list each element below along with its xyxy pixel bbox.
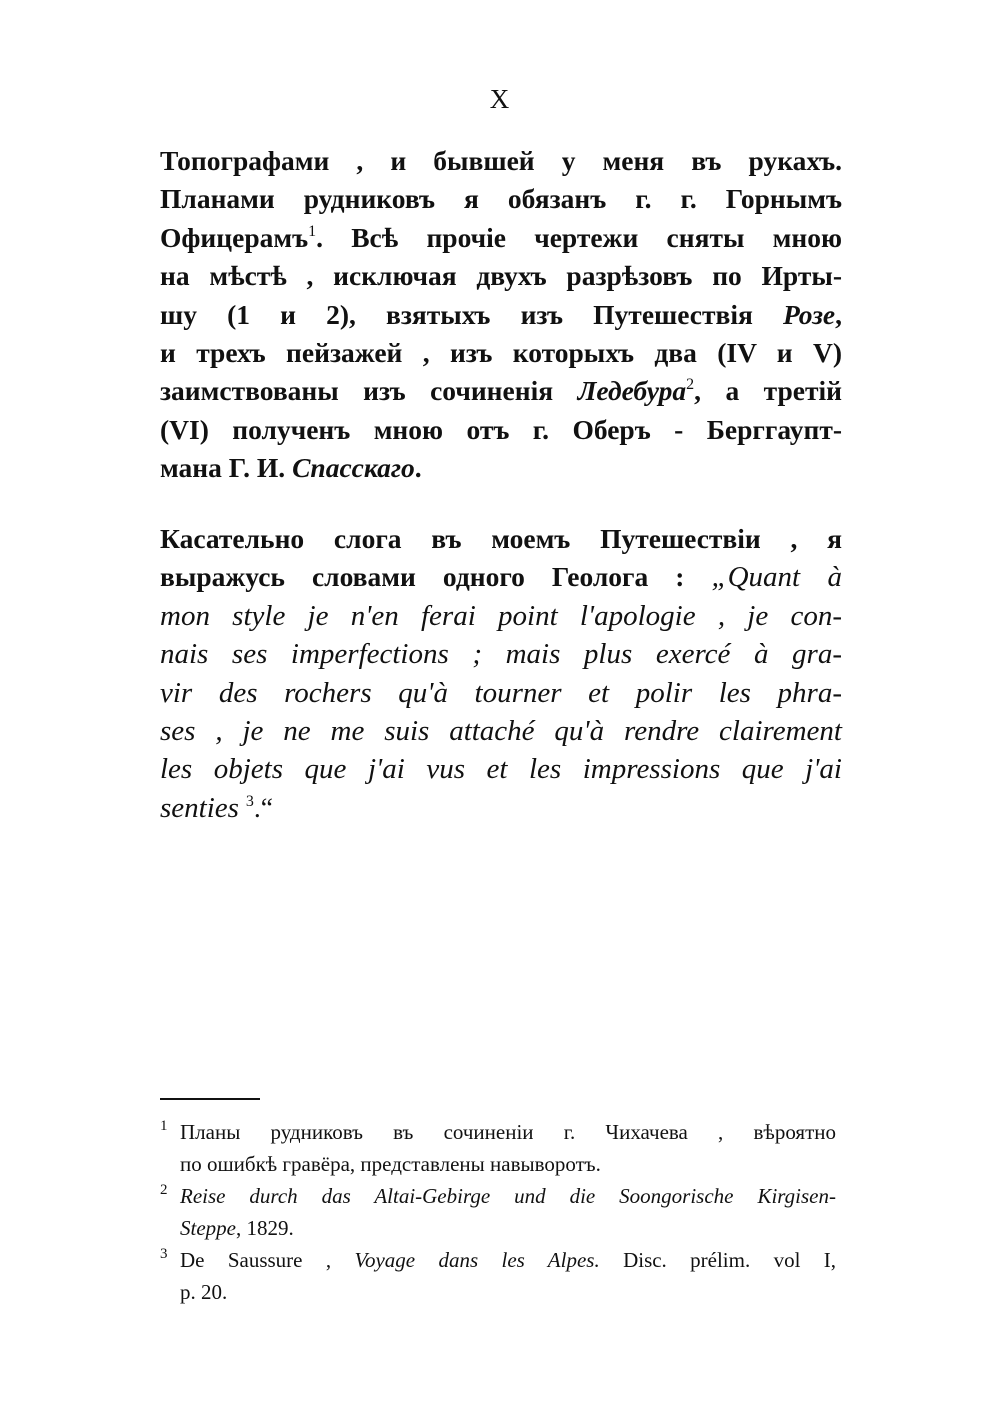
footnote-ref: 2 (686, 376, 695, 394)
text-span: Касательно слога въ моемъ Путешествіи , я (160, 523, 842, 554)
paragraph-2 (160, 520, 842, 827)
paragraph-line (160, 372, 842, 410)
footnote-ref: 1 (308, 222, 317, 240)
text-span: Steppe (180, 1216, 236, 1240)
text-span: и трехъ пейзажей , изъ которыхъ два (IV и V) (160, 337, 842, 369)
paragraph-1 (160, 142, 842, 488)
text-span: . (414, 452, 422, 484)
text-span: Disc. prélim. vol I, (623, 1248, 837, 1272)
paragraph-line (160, 219, 842, 257)
french-quote: mon style je n'en ferai point l'apologie , je con- (160, 599, 842, 632)
french-quote: „Quant à (711, 561, 842, 594)
paragraph-line (160, 180, 842, 218)
footnote-number: 3 (160, 1246, 168, 1262)
text-span: Планами рудниковъ я обязанъ г. г. Горнымъ (160, 183, 842, 215)
footnote-line: Планы рудниковъ въ сочиненіи г. Чихачева , вѣроятно (180, 1120, 836, 1144)
footnote-ref: 3 (245, 792, 254, 810)
footnote-line: p. 20. (180, 1280, 228, 1304)
text-span: (VI) полученъ мною отъ г. Оберъ - Берггаупт- (160, 413, 842, 445)
paragraph-line (160, 750, 842, 788)
footnote-divider (160, 1098, 260, 1100)
italic-name: Ледебура (577, 375, 687, 407)
text-span: .“ (253, 791, 273, 823)
footnote-3 (160, 1244, 836, 1308)
paragraph-line (160, 449, 842, 487)
italic-name: Розе (783, 298, 836, 330)
text-span: мана Г. И. (160, 452, 286, 484)
text-span: Топографами , и бывшей у меня въ рукахъ. (160, 145, 842, 176)
french-quote: ses , je ne me suis attaché qu'à rendre clairement (160, 715, 842, 748)
text-span: Voyage dans les Alpes. (354, 1248, 600, 1272)
text-span: , 1829. (235, 1216, 294, 1240)
paragraph-line (160, 712, 842, 750)
paragraph-line (160, 597, 842, 635)
footnotes (160, 1116, 836, 1308)
text-span: De Saussure , (180, 1248, 332, 1272)
footnote-number: 2 (160, 1182, 168, 1198)
paragraph-line (160, 142, 842, 180)
paragraph-line (160, 411, 842, 449)
text-span: выражусь словами одного Геолога : (160, 561, 685, 593)
french-quote: senties (160, 791, 239, 824)
paragraph-line (160, 257, 842, 295)
text-span: шу (1 и 2), взятыхъ изъ Путешествія (160, 298, 753, 330)
text-span: , а третій (694, 375, 842, 407)
footnote-number: 1 (160, 1118, 168, 1134)
text-span: , (835, 298, 843, 330)
french-quote: les objets que j'ai vus et les impressions que j'ai (160, 753, 842, 786)
text-span: заимствованы изъ сочиненія (160, 375, 554, 407)
paragraph-line (160, 334, 842, 372)
text-span: на мѣстѣ , исключая двухъ разрѣзовъ по Ирты- (160, 260, 842, 292)
paragraph-line (160, 296, 842, 334)
footnote-line: по ошибкѣ гравёра, представлены навыворотъ. (180, 1152, 601, 1176)
page-number: X (489, 84, 511, 114)
paragraph-line (160, 635, 842, 673)
french-quote: nais ses imperfections ; mais plus exercé à gra- (160, 638, 842, 671)
text-span: . Всѣ прочіе чертежи сняты мною (316, 221, 842, 253)
paragraph-line (160, 520, 842, 558)
paragraph-line (160, 558, 842, 596)
paragraph-line (160, 789, 842, 827)
italic-name: Спасскаго (292, 452, 415, 484)
footnote-line: Reise durch das Altai-Gebirge und die Soongorische Kirgisen- (180, 1184, 836, 1208)
footnote-line (180, 1244, 836, 1276)
footnote-2 (160, 1180, 836, 1244)
text-span: Офицерамъ (160, 221, 309, 253)
french-quote: vir des rochers qu'à tourner et polir les phra- (160, 676, 842, 709)
footnote-1 (160, 1116, 836, 1180)
footnote-line (180, 1212, 836, 1244)
paragraph-line (160, 674, 842, 712)
